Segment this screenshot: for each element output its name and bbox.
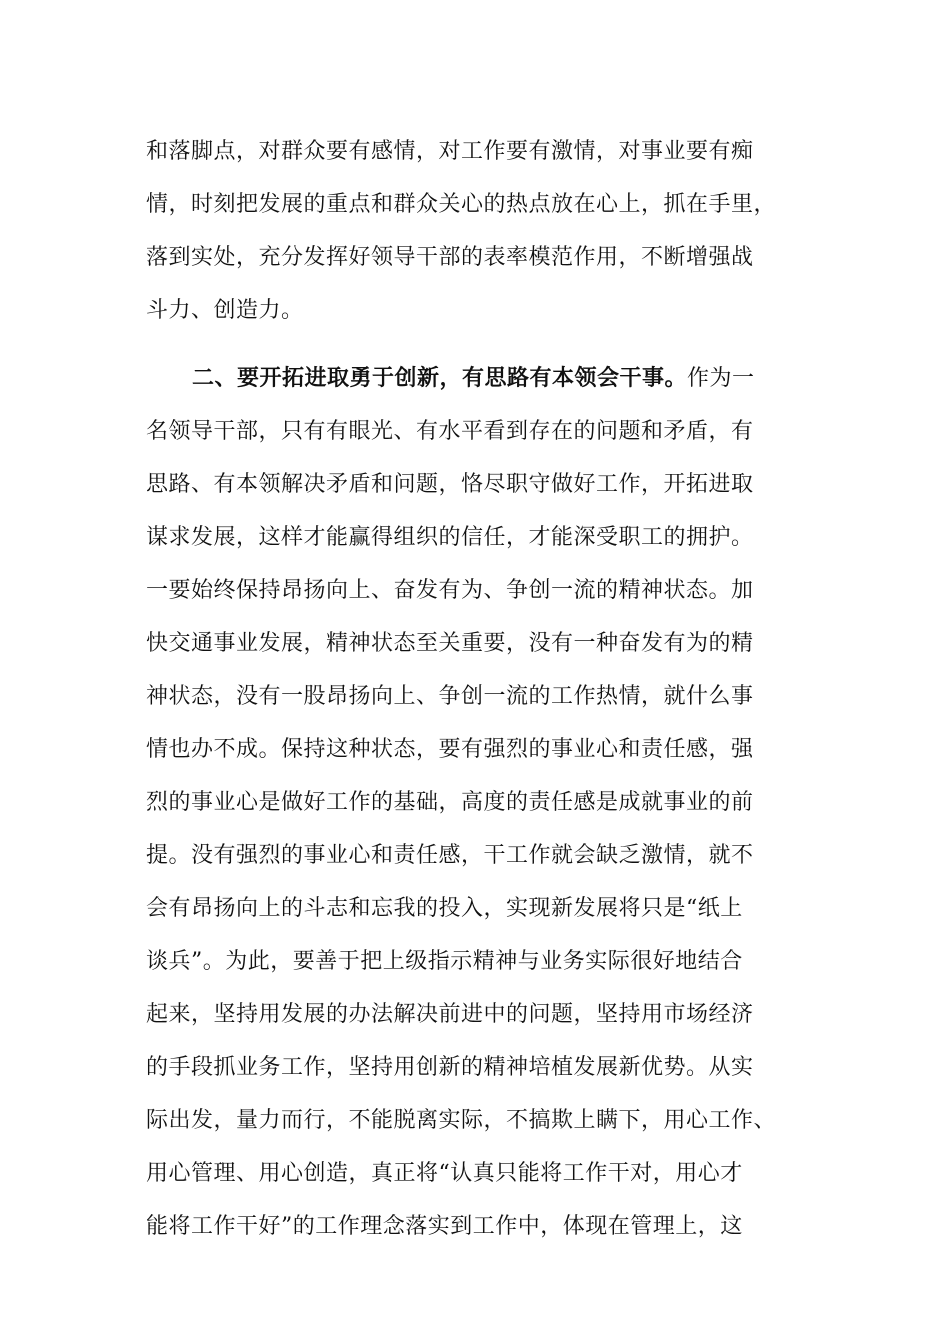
text-line: 的手段抓业务工作，坚持用创新的精神培植发展新优势。从实 <box>146 1055 754 1080</box>
paragraph-1 <box>146 128 804 340</box>
paragraph-2-first-line <box>146 355 804 408</box>
text-line: 一要始终保持昂扬向上、奋发有为、争创一流的精神状态。加 <box>146 578 754 603</box>
text-line: 际出发，量力而行，不能脱离实际，不搞欺上瞒下，用心工作、 <box>146 1108 777 1133</box>
text-line: 谋求发展，这样才能赢得组织的信任，才能深受职工的拥护。 <box>146 525 754 550</box>
text-line: 名领导干部，只有有眼光、有水平看到存在的问题和矛盾，有 <box>146 419 754 444</box>
text-line: 思路、有本领解决矛盾和问题，恪尽职守做好工作，开拓进取 <box>146 472 754 497</box>
text-line: 快交通事业发展，精神状态至关重要，没有一种奋发有为的精 <box>146 631 754 656</box>
text-line: 能将工作干好”的工作理念落实到工作中，体现在管理上，这 <box>146 1214 743 1239</box>
text-line: 情，时刻把发展的重点和群众关心的热点放在心上，抓在手里， <box>146 192 777 217</box>
text-line: 斗力、创造力。 <box>146 298 304 323</box>
text-line: 提。没有强烈的事业心和责任感，干工作就会缺乏激情，就不 <box>146 843 754 868</box>
text-line: 落到实处，充分发挥好领导干部的表率模范作用，不断增强战 <box>146 245 754 270</box>
text-line: 用心管理、用心创造，真正将“认真只能将工作干对，用心才 <box>146 1161 743 1186</box>
document-body <box>146 128 804 1256</box>
text-line: 会有昂扬向上的斗志和忘我的投入，实现新发展将只是“纸上 <box>146 896 743 921</box>
text-line: 烈的事业心是做好工作的基础，高度的责任感是成就事业的前 <box>146 790 754 815</box>
text-span: 作为一 <box>687 366 755 391</box>
paragraph-gap <box>146 340 804 355</box>
text-line: 神状态，没有一股昂扬向上、争创一流的工作热情，就什么事 <box>146 684 754 709</box>
section-heading: 二、要开拓进取勇于创新，有思路有本领会干事。 <box>192 366 688 391</box>
text-line: 和落脚点，对群众要有感情，对工作要有激情，对事业要有痴 <box>146 139 754 164</box>
text-line: 情也办不成。保持这种状态，要有强烈的事业心和责任感，强 <box>146 737 754 762</box>
text-line: 谈兵”。为此，要善于把上级指示精神与业务实际很好地结合 <box>146 949 743 974</box>
paragraph-2 <box>146 355 804 1256</box>
text-line: 起来，坚持用发展的办法解决前进中的问题，坚持用市场经济 <box>146 1002 754 1027</box>
